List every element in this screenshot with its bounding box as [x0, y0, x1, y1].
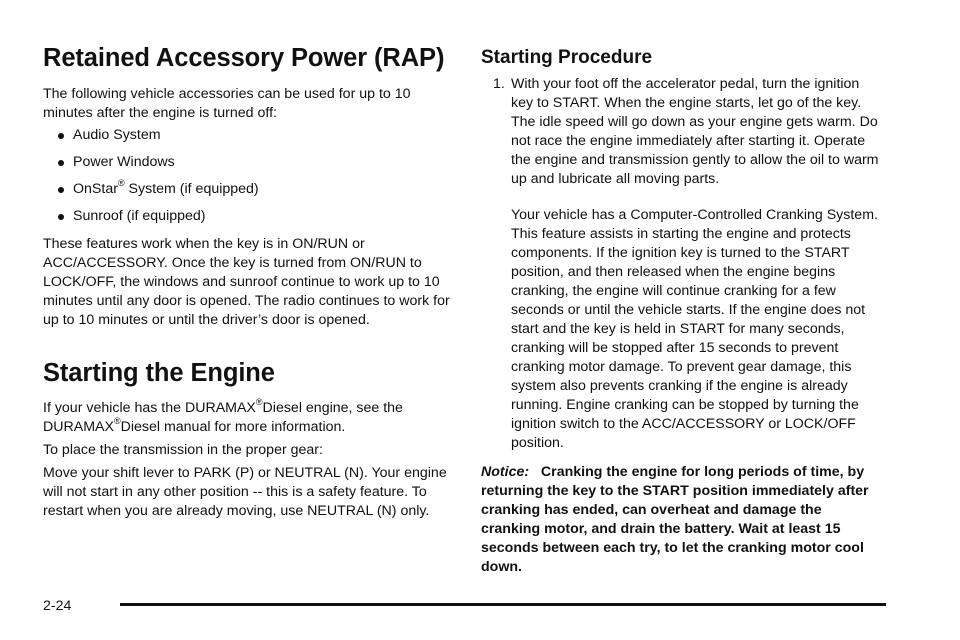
rap-body: These features work when the key is in ON/RUN or ACC/ACCESSORY. Once the key is turned from ON/RUN to LOCK/OFF, the windows and sunroof continue to work up to 10 minutes until any door is opened. The radio continues to work for up to 10 minutes or until the driver’s door is opened. [43, 236, 450, 328]
bullet-icon [58, 214, 64, 220]
notice-label: Notice: [481, 464, 530, 480]
step-number: 1. [493, 76, 505, 92]
diesel-note: If your vehicle has the DURAMAX®Diesel engine, see the DURAMAX®Diesel manual for more information. [43, 397, 403, 435]
accessory-list [43, 126, 453, 234]
step-1-text: With your foot off the accelerator pedal, turn the ignition key to START. When the engine starts, let go of the key. The idle speed will go down as your engine gets warm. Do not race the engine immediately after starting it. Operate the engine and transmission gently to allow the oil to warm up and lubricate all moving parts. [511, 76, 879, 187]
registered-mark: ® [255, 397, 263, 408]
bullet-icon [58, 160, 64, 166]
notice [481, 463, 881, 577]
starting-procedure-heading: Starting Procedure [481, 47, 653, 68]
bullet-icon [58, 187, 64, 193]
bullet-icon [58, 133, 64, 139]
starting-engine-heading: Starting the Engine [43, 359, 275, 387]
rap-intro: The following vehicle accessories can be used for up to 10 minutes after the engine is turned off: [43, 86, 411, 121]
list-item: OnStar® System (if equipped) [43, 180, 453, 207]
notice-text: Cranking the engine for long periods of time, by returning the key to the START position immediately after cranking has ended, can overheat and damage the cranking motor, and drain the battery. Wait at least 15 seconds between each try, to let the cranking motor cool down. [481, 464, 869, 575]
list-item: Audio System [43, 126, 453, 153]
list-item: Sunroof (if equipped) [43, 207, 453, 234]
registered-mark: ® [113, 416, 121, 427]
gear-intro: To place the transmission in the proper gear: [43, 442, 323, 458]
registered-mark: ® [117, 178, 125, 189]
footer-divider [120, 603, 886, 606]
gear-body: Move your shift lever to PARK (P) or NEUTRAL (N). Your engine will not start in any other position -- this is a safety feature. To restart when you are already moving, use NEUTRAL (N) only. [43, 465, 447, 519]
list-item: Power Windows [43, 153, 453, 180]
step-1-detail: Your vehicle has a Computer-Controlled Cranking System. This feature assists in starting the engine and protects components. If the ignition key is turned to the START position, and then released when the engine begins cranking, the engine will continue cranking for a few seconds or until the vehicle starts. If the engine does not start and the key is held in START for many seconds, cranking will be stopped after 15 seconds to prevent cranking motor damage. To prevent gear damage, this system also prevents cranking if the engine is already running. Engine cranking can be stopped by turning the ignition switch to the ACC/ACCESSORY or LOCK/OFF position. [511, 207, 878, 451]
page-number: 2-24 [43, 598, 72, 614]
rap-heading: Retained Accessory Power (RAP) [43, 44, 445, 72]
